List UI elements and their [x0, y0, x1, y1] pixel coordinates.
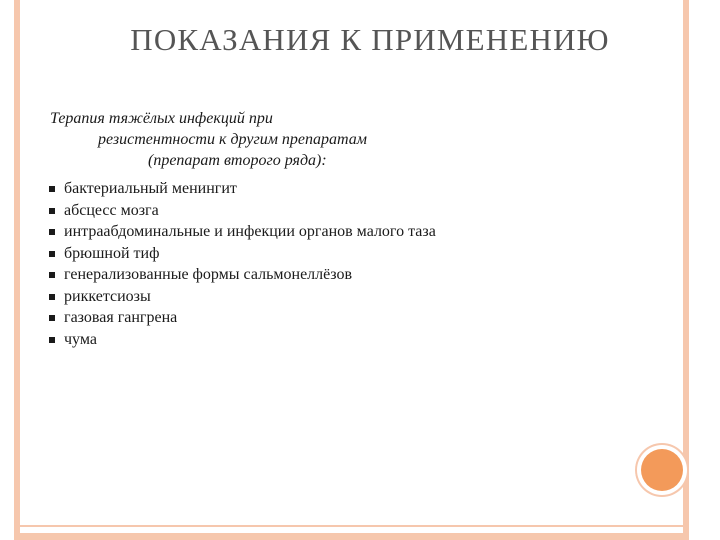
list-item-text: бактериальный менингит: [64, 180, 237, 197]
list-item: [46, 243, 646, 265]
indications-list: [46, 178, 646, 350]
frame-right-border: [683, 0, 689, 540]
list-item-text: абсцесс мозга: [64, 201, 159, 219]
square-bullet-icon: [49, 315, 55, 321]
list-item-text: брюшной тиф: [64, 244, 160, 262]
square-bullet-icon: [49, 294, 55, 300]
list-item: [46, 286, 646, 308]
square-bullet-icon: [49, 272, 55, 278]
square-bullet-icon: [49, 186, 55, 192]
list-item-text: интраабдоминальные и инфекции органов малого таза: [64, 223, 436, 240]
slide-title: ПОКАЗАНИЯ К ПРИМЕНЕНИЮ: [130, 22, 610, 57]
list-item: [46, 329, 646, 351]
list-item: [46, 221, 646, 243]
intro-line-3: (препарат второго ряда):: [148, 152, 327, 169]
square-bullet-icon: [49, 229, 55, 235]
list-item-text: генерализованные формы сальмонеллёзов: [64, 266, 353, 283]
list-item-text: риккетсиозы: [64, 287, 151, 305]
intro-text: [50, 108, 650, 171]
list-item: [46, 264, 646, 286]
intro-line-2: резистентности к другим препаратам: [98, 131, 367, 148]
intro-line-1: Терапия тяжёлых инфекций при: [50, 110, 273, 127]
frame-bottom-border: [14, 533, 689, 540]
list-item-text: газовая гангрена: [64, 309, 178, 326]
frame-corner-line: [14, 525, 689, 527]
list-item-text: чума: [64, 330, 97, 348]
frame-left-border: [14, 0, 20, 540]
list-item: [46, 307, 646, 329]
square-bullet-icon: [49, 251, 55, 257]
square-bullet-icon: [49, 208, 55, 214]
list-item: [46, 178, 646, 200]
decorative-orb-icon: [641, 449, 683, 491]
square-bullet-icon: [49, 337, 55, 343]
list-item: [46, 200, 646, 222]
